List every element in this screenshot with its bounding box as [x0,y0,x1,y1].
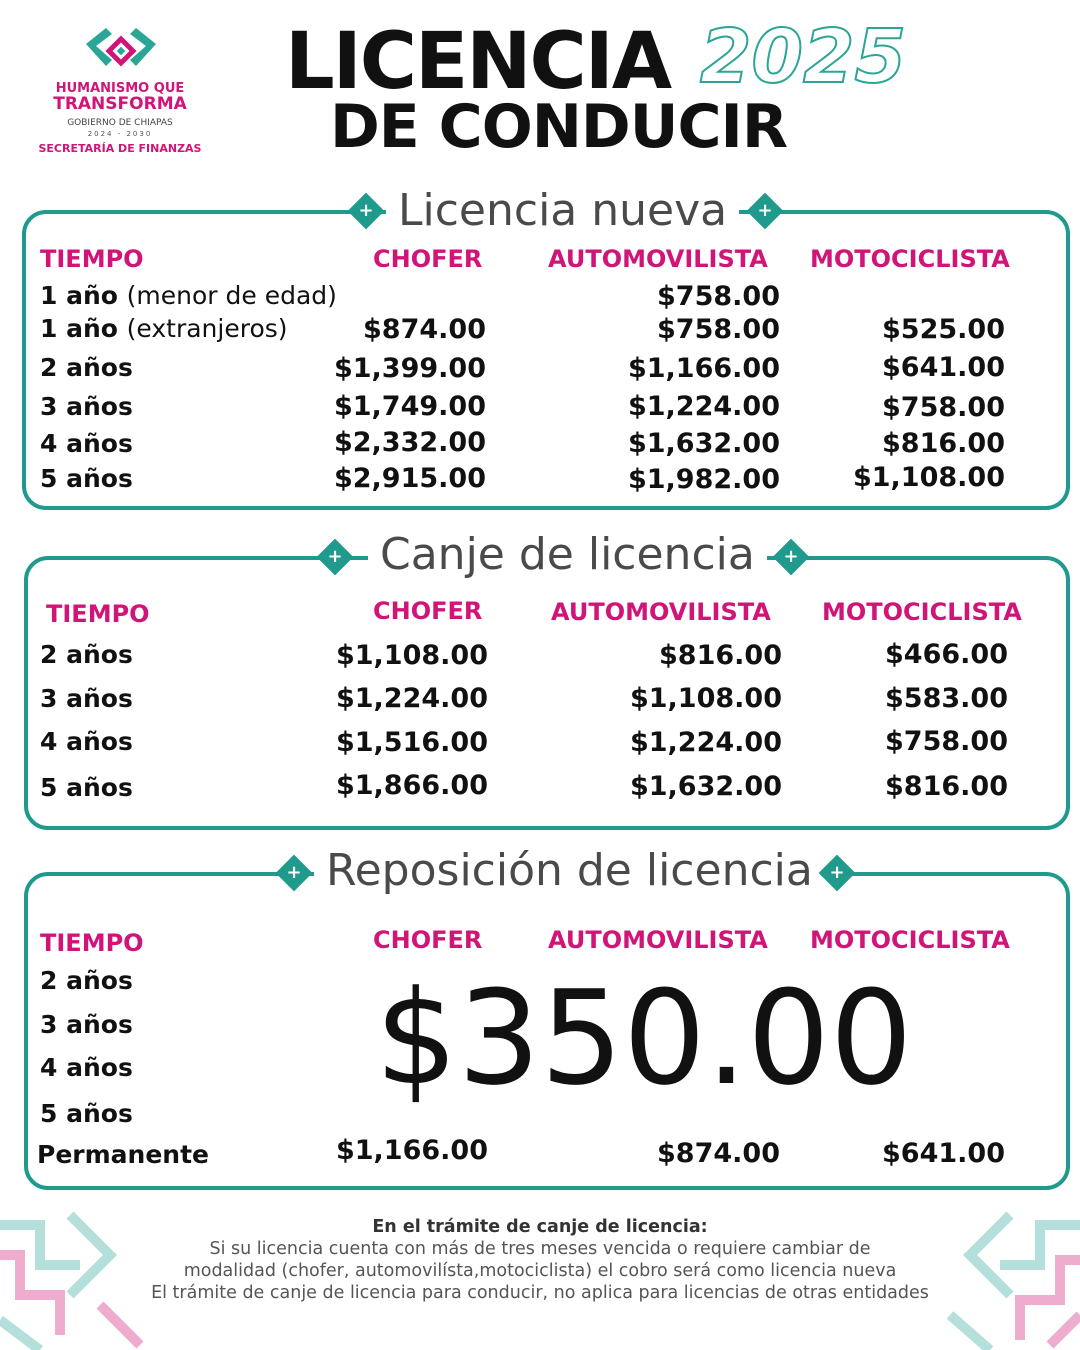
price-automovilista: $1,632.00 [627,428,780,459]
col-chofer: CHOFER [373,926,483,954]
col-automovilista: AUTOMOVILISTA [548,245,768,273]
price-automovilista: $1,982.00 [627,464,780,495]
price-automovilista: $1,166.00 [627,353,780,384]
price-chofer: $1,166.00 [335,1135,488,1166]
col-tiempo: TIEMPO [40,929,144,957]
table-row-label: 5 años [40,1099,133,1128]
price-chofer: $2,332.00 [333,427,486,458]
price-motociclista: $758.00 [885,726,1008,757]
diamond-icon [819,855,856,892]
col-motociclista: MOTOCICLISTA [810,926,1010,954]
table-row-label: 2 años [40,966,133,995]
price-automovilista: $1,108.00 [629,683,782,714]
price-motociclista: $466.00 [885,639,1008,670]
col-motociclista: MOTOCICLISTA [822,598,1022,626]
government-logo [30,26,210,166]
price-automovilista: $1,632.00 [629,771,782,802]
flat-price: $350.00 [375,962,913,1114]
price-automovilista: $758.00 [657,314,780,345]
footer-note [100,1216,980,1304]
col-chofer: CHOFER [373,245,483,273]
price-automovilista: $874.00 [657,1138,780,1169]
table-row-label: 3 años [40,1010,133,1039]
price-automovilista: $758.00 [657,281,780,312]
price-motociclista: $525.00 [882,314,1005,345]
price-automovilista: $1,224.00 [627,391,780,422]
table-row-label: 1 año (menor de edad) [40,281,337,310]
price-chofer: $1,399.00 [333,353,486,384]
table-row-label: 5 años [40,464,133,493]
diamond-icon [276,855,313,892]
table-row-label: 4 años [40,727,133,756]
price-motociclista: $758.00 [882,392,1005,423]
diamond-icon [747,193,784,230]
diamond-icon [317,539,354,576]
price-motociclista: $816.00 [882,428,1005,459]
price-chofer: $1,108.00 [335,640,488,671]
emblem-icon [82,26,160,80]
price-motociclista: $583.00 [885,683,1008,714]
col-chofer: CHOFER [373,597,483,625]
diamond-icon [348,193,385,230]
price-motociclista: $641.00 [882,1138,1005,1169]
logo-line-1: HUMANISMO QUE [55,81,185,96]
page-title-year: 2025 [700,14,906,100]
footer-heading: En el trámite de canje de licencia: [372,1217,708,1237]
footer-line-1: Si su licencia cuenta con más de tres meses vencida o requiere cambiar de [209,1239,871,1259]
page-title-line-1: LICENCIA [285,17,671,107]
price-chofer: $1,224.00 [335,683,488,714]
logo-secretaria: SECRETARÍA DE FINANZAS [38,142,202,155]
table-row-label: 3 años [40,684,133,713]
price-chofer: $1,749.00 [333,391,486,422]
price-motociclista: $1,108.00 [852,462,1005,493]
logo-government: GOBIERNO DE CHIAPAS [67,118,173,128]
col-automovilista: AUTOMOVILISTA [548,926,768,954]
col-tiempo: TIEMPO [46,600,150,628]
col-motociclista: MOTOCICLISTA [810,245,1010,273]
price-motociclista: $816.00 [885,771,1008,802]
logo-years: 2024 - 2030 [87,130,153,138]
price-automovilista: $816.00 [659,640,782,671]
col-tiempo: TIEMPO [40,245,144,273]
price-chofer: $874.00 [363,314,486,345]
logo-line-2: TRANSFORMA [53,94,187,114]
table-row-label: 2 años [40,353,133,382]
footer-line-2: modalidad (chofer, automovilísta,motociclista) el cobro será como licencia nueva [183,1261,897,1281]
permanente-label: Permanente [37,1140,209,1169]
price-chofer: $1,866.00 [335,770,488,801]
table-row-label: 4 años [40,429,133,458]
reposicion-title: Reposición de licencia [314,846,825,896]
canje-title: Canje de licencia [368,530,767,580]
diamond-icon [773,539,810,576]
footer-line-3: El trámite de canje de licencia para conducir, no aplica para licencias de otras entidades [151,1283,929,1303]
table-row-label: 1 año (extranjeros) [40,314,288,343]
col-automovilista: AUTOMOVILISTA [551,598,771,626]
price-chofer: $2,915.00 [333,463,486,494]
price-automovilista: $1,224.00 [629,727,782,758]
table-row-label: 5 años [40,773,133,802]
table-row-label: 3 años [40,392,133,421]
licencia-nueva-title: Licencia nueva [386,186,739,236]
price-motociclista: $641.00 [882,352,1005,383]
page-title-line-2: DE CONDUCIR [330,92,788,162]
table-row-label: 4 años [40,1053,133,1082]
table-row-label: 2 años [40,640,133,669]
price-chofer: $1,516.00 [335,727,488,758]
